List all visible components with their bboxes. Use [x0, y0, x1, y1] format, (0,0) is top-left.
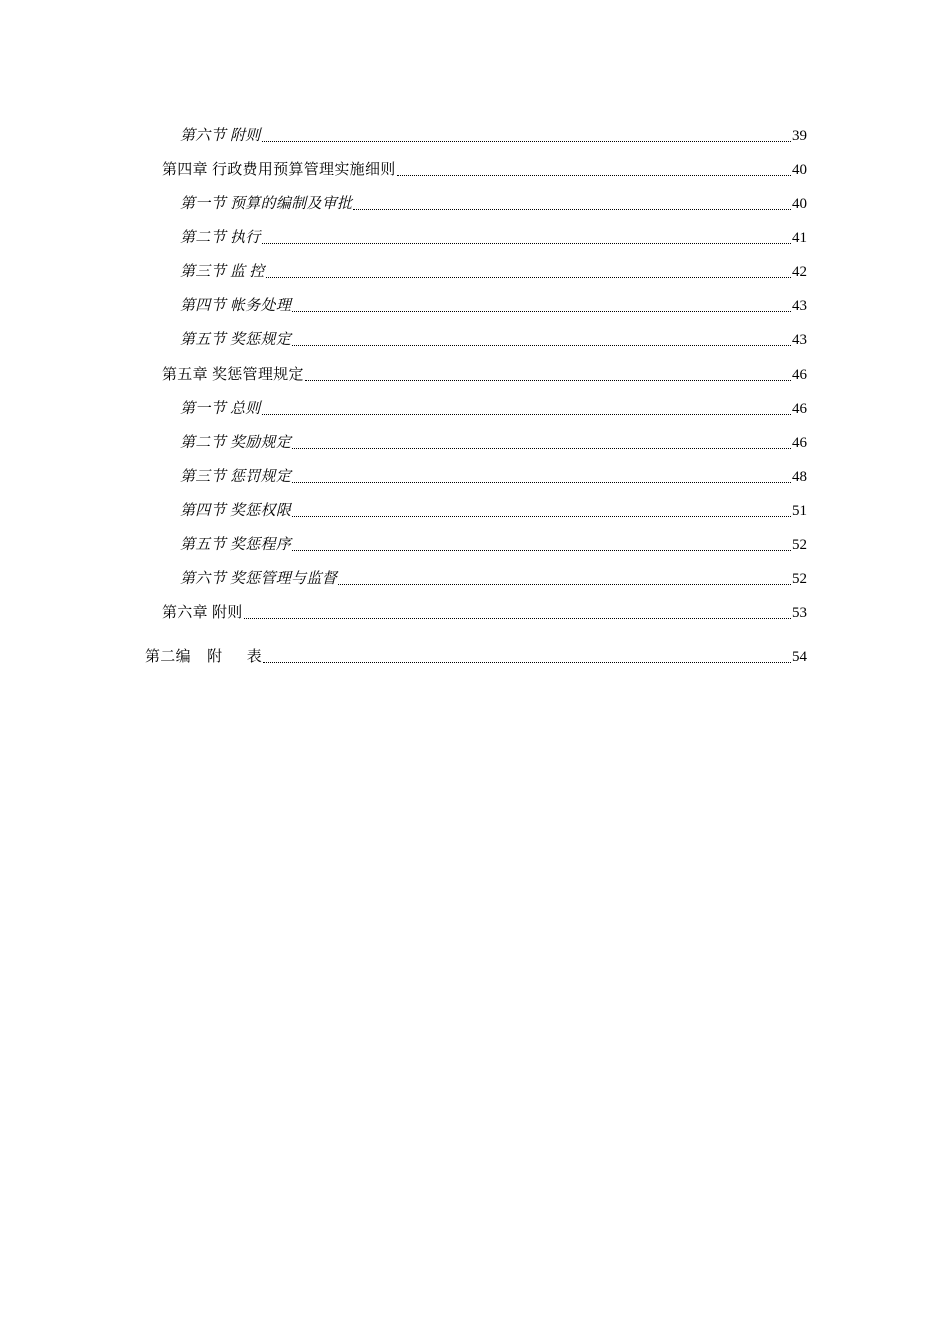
toc-entry-title: 第六节 奖惩管理与监督	[180, 571, 338, 587]
toc-dot-leader	[352, 193, 792, 215]
toc-dot-leader	[291, 534, 792, 556]
toc-entry[interactable]	[180, 261, 807, 283]
toc-entry[interactable]	[180, 295, 807, 317]
toc-dot-leader	[304, 364, 792, 386]
toc-entry[interactable]	[180, 534, 807, 556]
toc-dot-leader	[261, 125, 792, 147]
toc-entry-title: 第二节 奖励规定	[180, 435, 292, 451]
toc-entry-title: 第二编 附 表	[145, 649, 263, 665]
toc-dot-leader	[261, 398, 792, 420]
toc-entry-title: 第四节 帐务处理	[180, 298, 292, 314]
toc-entry[interactable]	[180, 398, 807, 420]
toc-dot-leader	[396, 159, 792, 181]
toc-page-number: 42	[792, 264, 807, 280]
toc-dot-leader	[291, 295, 792, 317]
toc-page-number: 48	[792, 469, 807, 485]
toc-page-number: 46	[792, 401, 807, 417]
toc-entry[interactable]	[162, 364, 807, 386]
toc-page-number: 46	[792, 435, 807, 451]
toc-page-number: 39	[792, 128, 807, 144]
toc-page-number: 43	[792, 298, 807, 314]
toc-entry[interactable]	[180, 568, 807, 590]
toc-page-number: 51	[792, 503, 807, 519]
toc-dot-leader	[243, 602, 792, 624]
toc-entry[interactable]	[180, 329, 807, 351]
toc-entry-title: 第四章 行政费用预算管理实施细则	[162, 162, 396, 178]
toc-page-number: 53	[792, 605, 807, 621]
toc-entry[interactable]	[180, 227, 807, 249]
toc-page-number: 46	[792, 367, 807, 383]
toc-page-number: 43	[792, 332, 807, 348]
toc-page-number: 41	[792, 230, 807, 246]
toc-page-number: 40	[792, 162, 807, 178]
toc-entry-title: 第二节 执行	[180, 230, 261, 246]
toc-dot-leader	[265, 261, 792, 283]
toc-entry[interactable]	[180, 466, 807, 488]
toc-page-number: 52	[792, 571, 807, 587]
toc-entry-title: 第一节 预算的编制及审批	[180, 196, 353, 212]
toc-entry-title: 第一节 总则	[180, 401, 261, 417]
toc-entry[interactable]	[162, 602, 807, 624]
toc-entry-title: 第四节 奖惩权限	[180, 503, 292, 519]
toc-entry[interactable]	[180, 432, 807, 454]
toc-dot-leader	[291, 432, 792, 454]
toc-page-number: 52	[792, 537, 807, 553]
toc-entry-title: 第六章 附则	[162, 605, 243, 621]
toc-dot-leader	[261, 227, 792, 249]
toc-dot-leader	[262, 646, 792, 668]
toc-entry-title: 第三节 惩罚规定	[180, 469, 292, 485]
toc-entry[interactable]	[180, 193, 807, 215]
toc-entry-title: 第五节 奖惩规定	[180, 332, 292, 348]
toc-dot-leader	[337, 568, 792, 590]
toc-dot-leader	[291, 329, 792, 351]
toc-entry[interactable]	[180, 125, 807, 147]
toc-page-number: 40	[792, 196, 807, 212]
toc-dot-leader	[291, 500, 792, 522]
toc-entry-title: 第五章 奖惩管理规定	[162, 367, 304, 383]
toc-entry-title: 第五节 奖惩程序	[180, 537, 292, 553]
toc-page-number: 54	[792, 649, 807, 665]
toc-entry[interactable]	[180, 500, 807, 522]
toc-dot-leader	[291, 466, 792, 488]
toc-entry-title: 第六节 附则	[180, 128, 261, 144]
toc-entry[interactable]	[145, 646, 807, 668]
toc-entry-title: 第三节 监 控	[180, 264, 265, 280]
toc-entry[interactable]	[162, 159, 807, 181]
